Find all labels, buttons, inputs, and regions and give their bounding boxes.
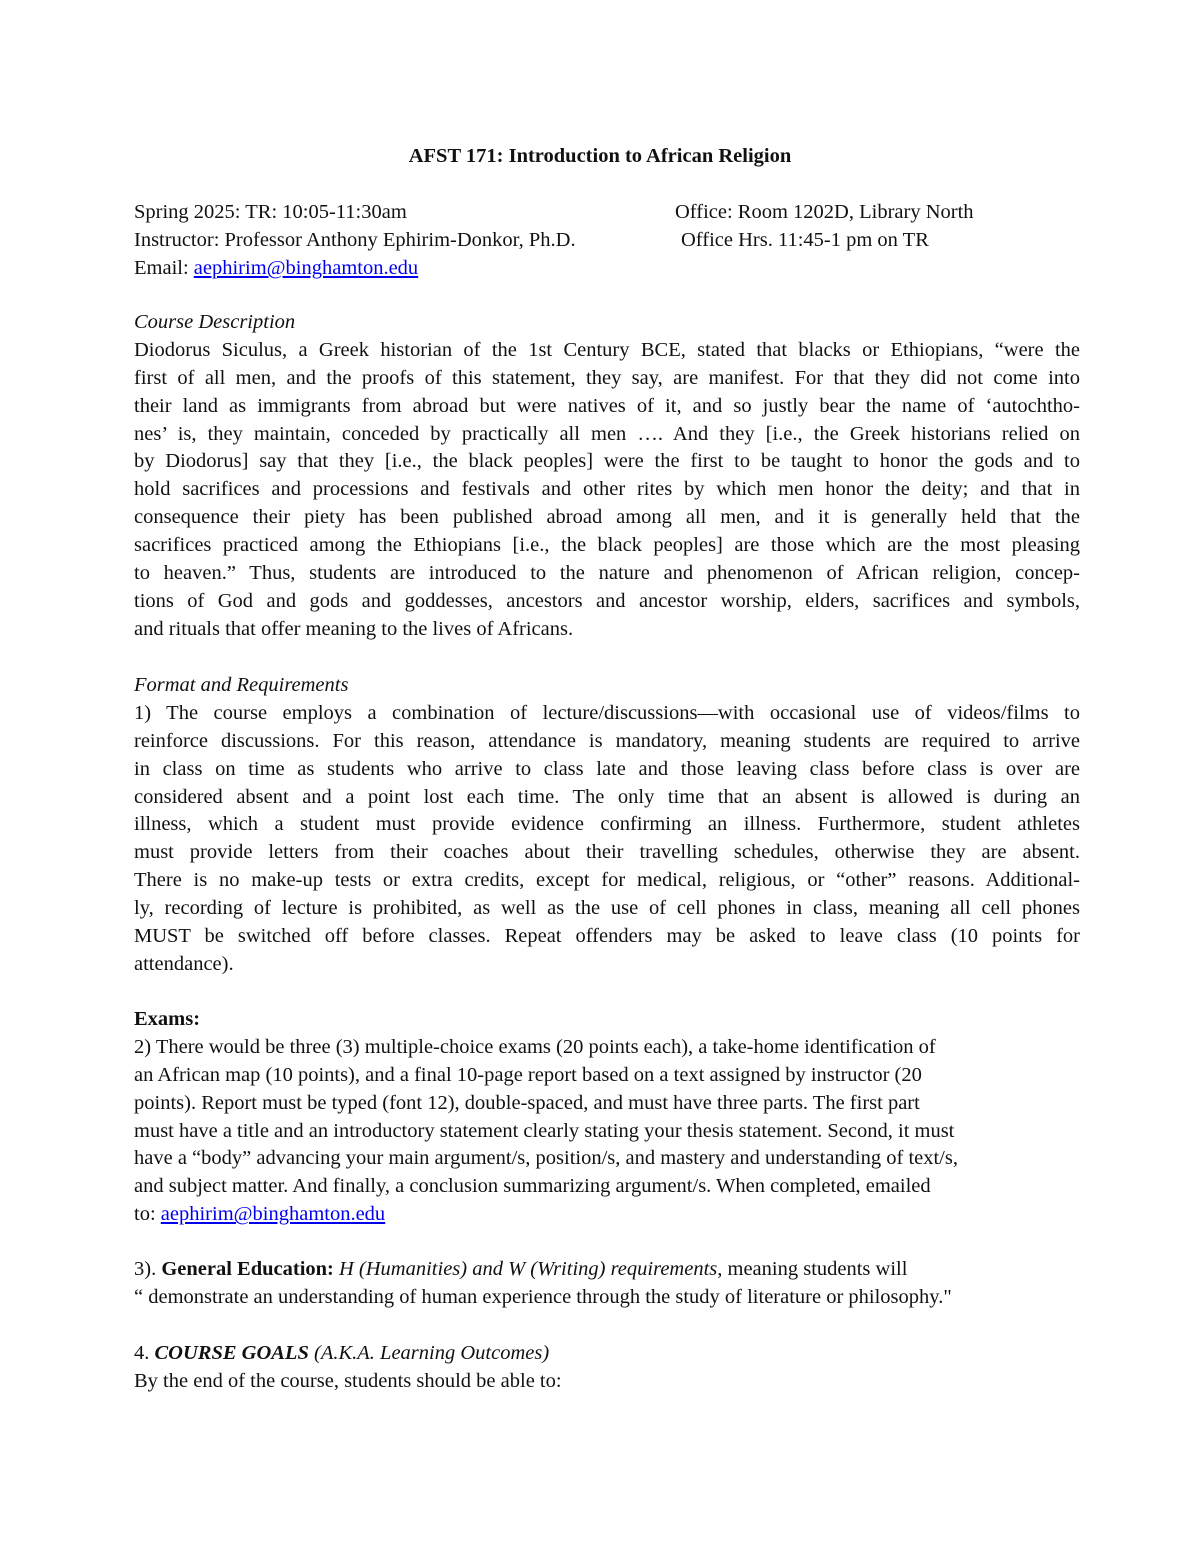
format-requirements — [134, 672, 1080, 979]
text-line: have a “body” advancing your main argument/s, position/s, and mastery and understanding of text/s, — [134, 1147, 958, 1170]
gened-number: 3). — [134, 1258, 162, 1280]
office: Office: Room 1202D, Library North — [675, 201, 974, 223]
exams-section — [134, 1006, 1080, 1229]
goals-intro: By the end of the course, students should be able to: — [134, 1369, 562, 1392]
text-line: MUST be switched off before classes. Repeat offenders may be asked to leave class (10 points for — [134, 925, 1080, 948]
general-education — [134, 1256, 1080, 1312]
text-line: by Diodorus] say that they [i.e., the black peoples] were the first to be taught to honor the gods and to — [134, 450, 1080, 473]
text-line: and rituals that offer meaning to the lives of Africans. — [134, 617, 574, 640]
text-line: their land as immigrants from abroad but were natives of it, and so justly bear the name of ‘autochtho- — [134, 394, 1080, 417]
email-line — [134, 254, 418, 282]
text-line: reinforce discussions. For this reason, attendance is mandatory, meaning students are required to arrive — [134, 729, 1080, 752]
text-line: ly, recording of lecture is prohibited, as well as the use of cell phones in class, meaning all cell phones — [134, 897, 1080, 920]
text-line: hold sacrifices and processions and festivals and other rites by which men honor the deity; and that in — [134, 478, 1080, 501]
text-line: sacrifices practiced among the Ethiopians [i.e., the black peoples] are those which are the most pleasing — [134, 534, 1080, 557]
office-hours: Office Hrs. 11:45-1 pm on TR — [681, 229, 929, 251]
text-line: and subject matter. And finally, a conclusion summarizing argument/s. When completed, emailed — [134, 1175, 931, 1198]
email-label: Email: — [134, 257, 194, 279]
text-line: to heaven.” Thus, students are introduced to the nature and phenomenon of African religion, concep- — [134, 562, 1080, 585]
gened-line — [134, 1256, 1080, 1284]
document-title: AFST 171: Introduction to African Religion — [408, 145, 792, 167]
gened-requirement: H (Humanities) and W (Writing) requirements — [333, 1258, 718, 1280]
gened-rest: , meaning students will — [717, 1258, 908, 1280]
text-line: must have a title and an introductory statement clearly stating your thesis statement. Second, it must — [134, 1119, 955, 1142]
text-line: 2) There would be three (3) multiple-choice exams (20 points each), a take-home identification of — [134, 1035, 936, 1058]
text-line: There is no make-up tests or extra credits, except for medical, religious, or “other” reasons. Additional- — [134, 869, 1080, 892]
goals-heading: COURSE GOALS — [154, 1342, 309, 1364]
schedule: Spring 2025: TR: 10:05-11:30am — [134, 201, 407, 223]
instructor: Instructor: Professor Anthony Ephirim-Donkor, Ph.D. — [134, 229, 576, 251]
email-link[interactable]: aephirim@binghamton.edu — [193, 257, 419, 279]
text-line: in class on time as students who arrive to class late and those leaving class before class is over are — [134, 757, 1080, 780]
email-prefix: to: — [134, 1203, 161, 1226]
course-description — [134, 309, 1080, 644]
section-heading: Course Description — [134, 311, 296, 333]
text-line: illness, which a student must provide evidence confirming an illness. Furthermore, student athletes — [134, 813, 1080, 836]
goals-number: 4. — [134, 1342, 155, 1364]
text-line — [134, 1201, 1080, 1229]
text-line: first of all men, and the proofs of this statement, they say, are manifest. For that they did not come into — [134, 366, 1080, 389]
text-line: considered absent and a point lost each time. The only time that an absent is allowed is during an — [134, 785, 1080, 808]
text-line: an African map (10 points), and a final 10-page report based on a text assigned by instructor (20 — [134, 1063, 922, 1086]
text-line: 1) The course employs a combination of lecture/discussions—with occasional use of videos/films to — [134, 701, 1080, 724]
text-line: nes’ is, they maintain, conceded by practically all men …. And they [i.e., the Greek historians relied on — [134, 422, 1080, 445]
text-line: points). Report must be typed (font 12), double-spaced, and must have three parts. The first part — [134, 1091, 920, 1114]
text-line: tions of God and gods and goddesses, ancestors and ancestor worship, elders, sacrifices and symbols, — [134, 589, 1080, 612]
text-line: must provide letters from their coaches about their travelling schedules, otherwise they are absent. — [134, 841, 1080, 864]
text-line: “ demonstrate an understanding of human experience through the study of literature or philosophy." — [134, 1285, 952, 1308]
text-line: attendance). — [134, 952, 234, 975]
section-heading: Exams: — [134, 1008, 201, 1030]
goals-heading-line — [134, 1340, 1080, 1368]
text-line: Diodorus Siculus, a Greek historian of the 1st Century BCE, stated that blacks or Ethiopians, “were the — [134, 338, 1080, 361]
text-line: consequence their piety has been published abroad among all men, and it is generally held that the — [134, 506, 1080, 529]
email-link[interactable]: aephirim@binghamton.edu — [160, 1203, 386, 1226]
section-heading: Format and Requirements — [134, 674, 349, 696]
course-goals — [134, 1340, 1080, 1396]
goals-subheading: (A.K.A. Learning Outcomes) — [308, 1342, 550, 1364]
gened-label: General Education: — [161, 1258, 334, 1280]
